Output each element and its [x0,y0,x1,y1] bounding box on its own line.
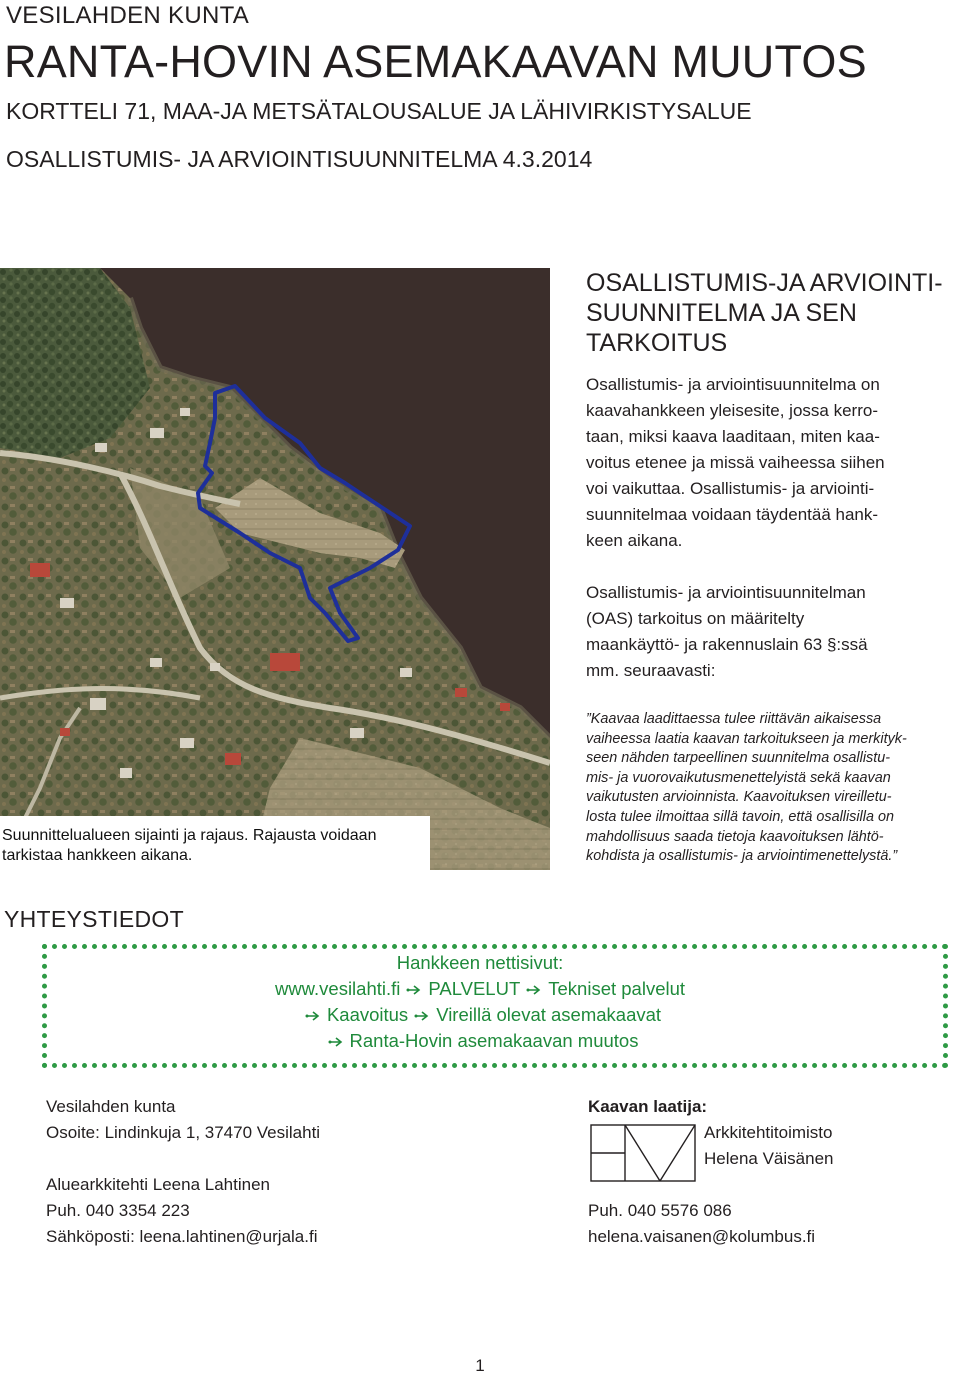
path-item-kaavoitus: Kaavoitus [326,1004,409,1025]
website-path-line-3 [0,1028,960,1054]
map-caption [0,826,422,866]
quote-line: kohdista ja osallistumis- ja arviointimenettelystä.” [586,848,898,865]
map-caption-line-2: tarkistaa hankkeen aikana. [2,847,193,864]
document-subtitle: KORTTELI 71, MAA-JA METSÄTALOUSALUE JA LÄHIVIRKISTYSALUE [6,98,752,124]
paragraph-line: taan, miksi kaava laaditaan, miten kaa- [586,427,880,446]
planner-office [704,1120,833,1172]
contact-address: Osoite: Lindinkuja 1, 37470 Vesilahti [46,1123,321,1142]
paragraph-line: mm. seuraavasti: [586,661,716,680]
quote-line: ”Kaavaa laadittaessa tulee riittävän aikaisessa [586,711,882,727]
document-title: RANTA-HOVIN ASEMAKAAVAN MUUTOS [4,36,867,87]
section-title-line: OSALLISTUMIS-JA ARVIOINTI- [586,269,943,297]
office-line-2: Helena Väisänen [704,1149,834,1168]
planner-phone: Puh. 040 5576 086 [588,1201,732,1220]
paragraph-line: kaavahankkeen yleisesite, jossa kerro- [586,401,878,420]
path-item-tekniset-palvelut: Tekniset palvelut [548,978,686,999]
arrow-right-icon [414,1010,430,1022]
paragraph-line: Osallistumis- ja arviointisuunnitelman [586,583,866,602]
path-item-ranta-hovin: Ranta-Hovin asemakaavan muutos [349,1030,639,1051]
website-heading [0,950,960,976]
document-type-date: OSALLISTUMIS- JA ARVIOINTISUUNNITELMA 4.3.2014 [6,146,593,172]
purpose-paragraph [586,580,956,684]
section-title-line: TARKOITUS [586,329,728,357]
section-title [586,268,946,358]
paragraph-line: suunnitelmaa voidaan täydentää hank- [586,505,879,524]
paragraph-line: voi vaikuttaa. Osallistumis- ja arviointi- [586,479,875,498]
page-number: 1 [475,1356,485,1375]
planner-heading: Kaavan laatija: [588,1097,708,1116]
path-item-palvelut: PALVELUT [428,978,521,999]
office-line-1: Arkkitehtitoimisto [704,1123,833,1142]
paragraph-line: keen aikana. [586,531,683,550]
quote-line: mahdollisuus saada tietoja kaavoituksen lähtö- [586,828,884,845]
arrow-right-icon [406,984,422,996]
arrow-right-icon [328,1036,344,1048]
law-quote [586,710,956,867]
planner-email[interactable]: helena.vaisanen@kolumbus.fi [588,1227,816,1246]
contact-org: Vesilahden kunta [46,1097,176,1116]
quote-line: vaikutusten arvioinnista. Kaavoituksen vireilletu- [586,789,892,806]
quote-line: mis- ja vuorovaikutusmenettelyistä sekä kaavan [586,769,891,786]
contact-email[interactable]: Sähköposti: leena.lahtinen@urjala.fi [46,1227,318,1246]
municipality-name: VESILAHDEN KUNTA [6,2,250,29]
website-path-line-1 [0,976,960,1002]
contact-person: Aluearkkitehti Leena Lahtinen [46,1175,270,1194]
intro-paragraph [586,372,956,554]
arrow-right-icon [305,1010,321,1022]
section-title-line: SUUNNITELMA JA SEN [586,299,857,327]
map-caption-line-1: Suunnittelualueen sijainti ja rajaus. Rajausta voidaan [2,827,377,844]
website-heading-text: Hankkeen nettisivut: [396,952,564,973]
paragraph-line: maankäyttö- ja rakennuslain 63 §:ssä [586,635,868,654]
paragraph-line: (OAS) tarkoitus on määritelty [586,609,805,628]
contacts-heading: YHTEYSTIEDOT [4,906,184,932]
municipality-contact [46,1094,466,1250]
paragraph-line: voitus etenee ja missä vaiheessa siihen [586,453,885,472]
paragraph-line: Osallistumis- ja arviointisuunnitelma on [586,375,880,394]
hv-logo [590,1124,696,1182]
quote-line: seen nähden tarpeellinen suunnitelma osallistu- [586,750,891,767]
path-item-vireilla: Vireillä olevat asemakaavat [436,1004,662,1025]
website-link[interactable]: www.vesilahti.fi [274,978,401,999]
contact-phone: Puh. 040 3354 223 [46,1201,190,1220]
website-path-line-2 [0,1002,960,1028]
arrow-right-icon [526,984,542,996]
quote-line: losta tulee ilmoittaa sillä tavoin, että osallisilla on [586,808,894,825]
quote-line: vaiheessa laatia kaavan tarkoitukseen ja merkityk- [586,730,907,747]
aerial-map [0,268,550,870]
